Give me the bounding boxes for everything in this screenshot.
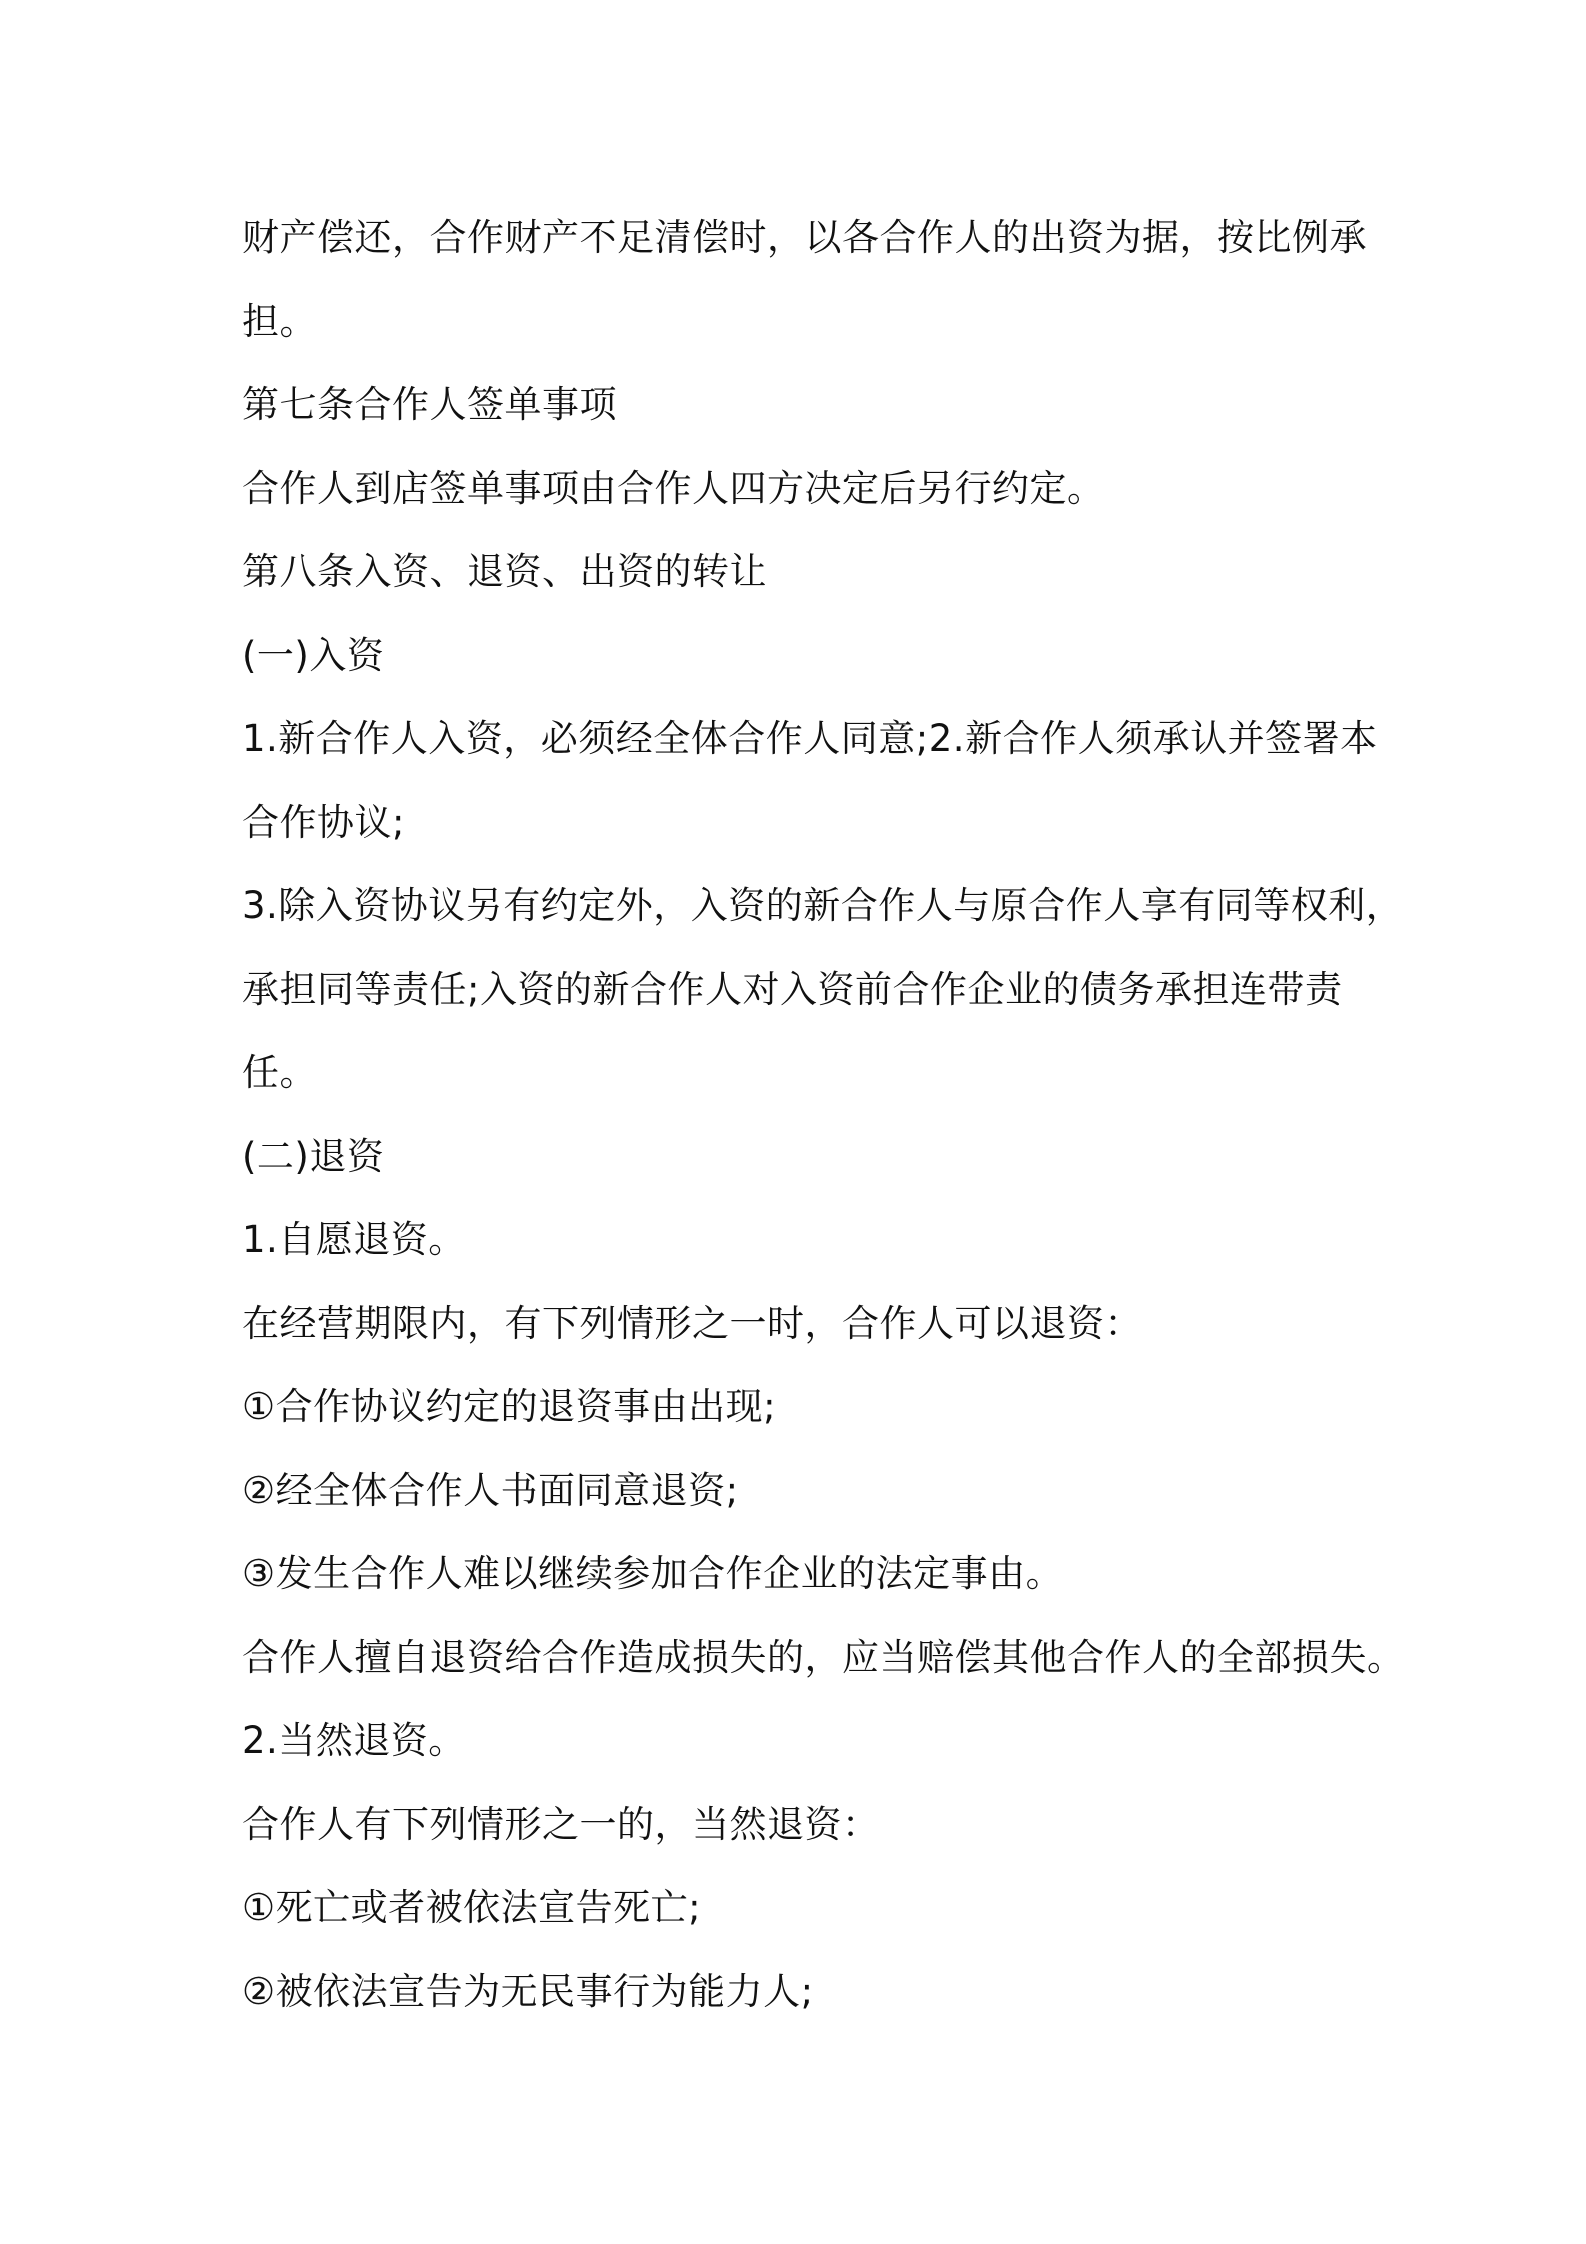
- section-heading: (一)入资: [242, 633, 385, 677]
- article-heading: 第八条入资、退资、出资的转让: [242, 550, 767, 593]
- paragraph-line: 承担同等责任;入资的新合作人对入资前合作企业的债务承担连带责: [242, 967, 1343, 1011]
- paragraph-line: 1.新合作人入资，必须经全体合作人同意;2.新合作人须承认并签署本: [242, 717, 1378, 760]
- paragraph-line: 3.除入资协议另有约定外，入资的新合作人与原合作人享有同等权利，: [242, 884, 1404, 927]
- list-item: ②经全体合作人书面同意退资;: [242, 1468, 739, 1512]
- paragraph-line: 担。: [242, 299, 317, 343]
- subsection-heading: 1.自愿退资。: [242, 1218, 466, 1261]
- article-heading: 第七条合作人签单事项: [242, 383, 617, 426]
- list-item: ②被依法宣告为无民事行为能力人;: [242, 1969, 814, 2013]
- paragraph-line: 在经营期限内，有下列情形之一时，合作人可以退资：: [242, 1301, 1142, 1345]
- subsection-heading: 2.当然退资。: [242, 1719, 466, 1762]
- paragraph-line: 合作协议;: [242, 800, 405, 844]
- paragraph-line: 财产偿还，合作财产不足清偿时，以各合作人的出资为据，按比例承: [242, 216, 1367, 259]
- paragraph-line: 任。: [242, 1051, 317, 1094]
- document-body: [242, 196, 1405, 2033]
- list-item: ①合作协议约定的退资事由出现;: [242, 1385, 777, 1428]
- paragraph-line: 合作人有下列情形之一的，当然退资：: [242, 1802, 880, 1846]
- paragraph-line: 合作人擅自退资给合作造成损失的，应当赔偿其他合作人的全部损失。: [242, 1635, 1405, 1679]
- paragraph-line: 合作人到店签单事项由合作人四方决定后另行约定。: [242, 466, 1105, 510]
- section-heading: (二)退资: [242, 1134, 385, 1178]
- list-item: ③发生合作人难以继续参加合作企业的法定事由。: [242, 1552, 1064, 1595]
- list-item: ①死亡或者被依法宣告死亡;: [242, 1886, 702, 1929]
